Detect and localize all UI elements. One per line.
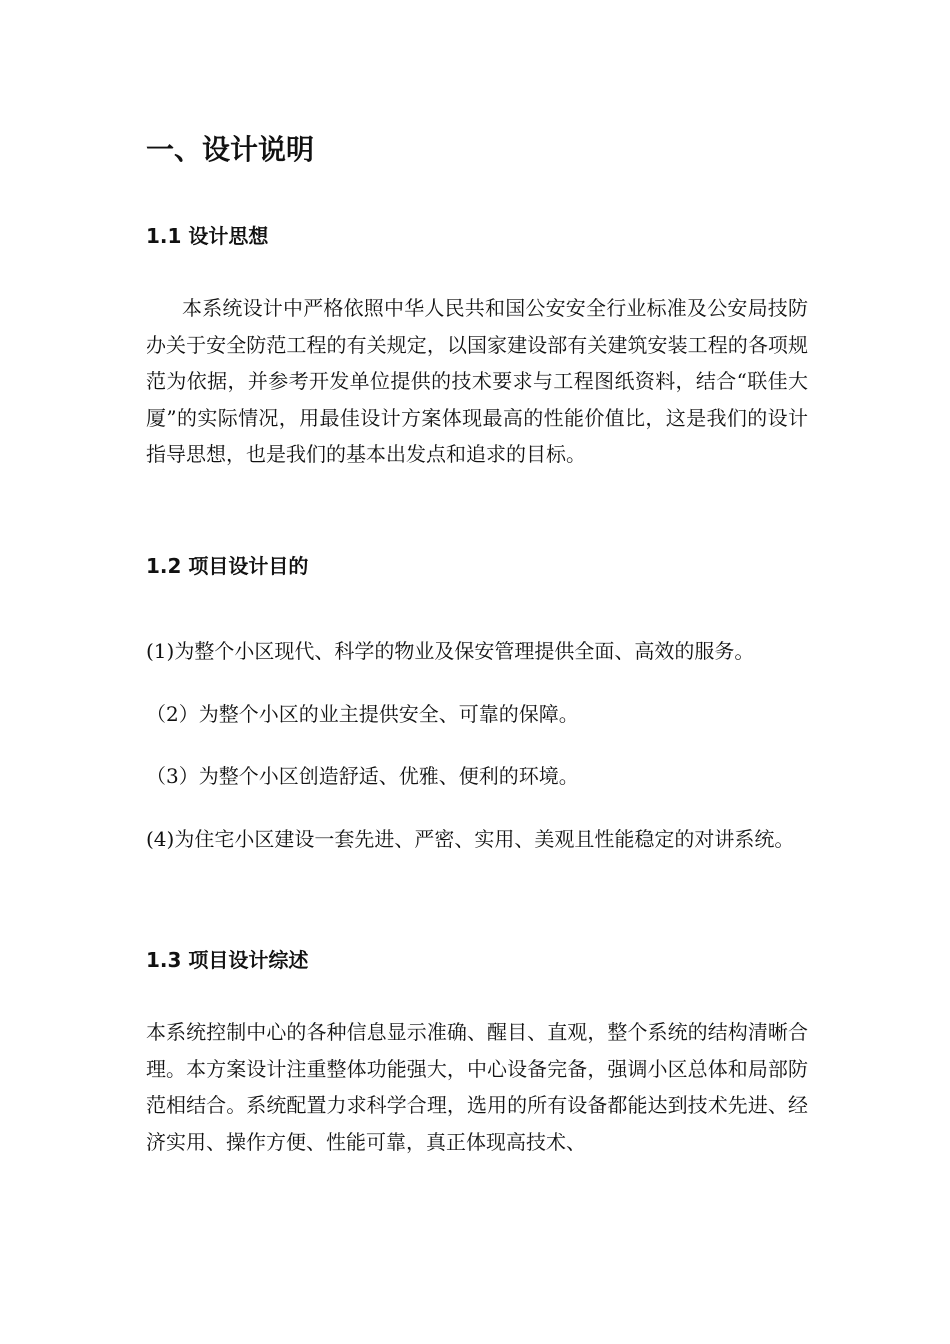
section-title-1-3: 1.3 项目设计综述 [146,948,309,972]
list-item-4: (4)为住宅小区建设一套先进、严密、实用、美观且性能稳定的对讲系统。 [146,827,795,851]
section-title-1-2: 1.2 项目设计目的 [146,554,309,578]
section-paragraph-1-1: 本系统设计中严格依照中华人民共和国公安安全行业标准及公安局技防办关于安全防范工程的有关规定，以国家建设部有关建筑安装工程的各项规范为依据，并参考开发单位提供的技术要求与工程图纸资料，结合“联佳大厦”的实际情况，用最佳设计方案体现最高的性能价值比，这是我们的设计指导思想，也是我们的基本出发点和追求的目标。 [146,296,808,466]
section-title-1-1: 1.1 设计思想 [146,224,269,248]
section-paragraph-1-3: 本系统控制中心的各种信息显示准确、醒目、直观，整个系统的结构清晰合理。本方案设计注重整体功能强大，中心设备完备，强调小区总体和局部防范相结合。系统配置力求科学合理，选用的所有设备都能达到技术先进、经济实用、操作方便、性能可靠，真正体现高技术、 [146,1020,808,1154]
list-item-3: （3）为整个小区创造舒适、优雅、便利的环境。 [146,764,579,788]
page-title: 一、设计说明 [146,133,315,166]
list-item-2: （2）为整个小区的业主提供安全、可靠的保障。 [146,702,579,726]
list-item-1: (1)为整个小区现代、科学的物业及保安管理提供全面、高效的服务。 [146,639,755,663]
